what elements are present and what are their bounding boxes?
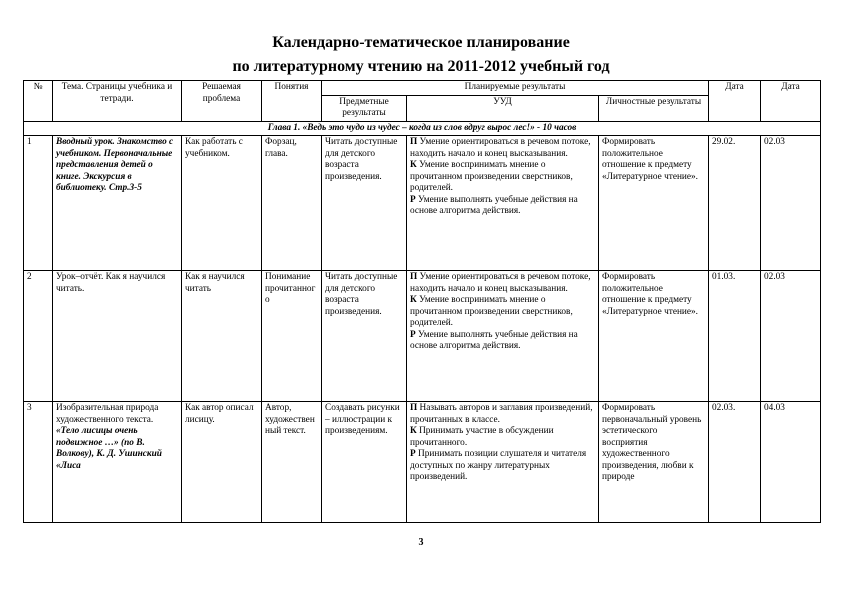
row-date2: 04.03 — [761, 402, 821, 523]
row-problem: Как работать с учебником. — [182, 136, 262, 271]
row-topic — [53, 402, 182, 523]
row-topic-italic: «Тело лисицы очень подвижное …» (по В. Волкову), К. Д. Ушинский «Лиса — [56, 426, 162, 471]
table-header-row — [24, 81, 821, 96]
row-topic: Вводный урок. Знакомство с учебником. Первоначальные представления детей о книге. Экскурсия в библиотеку. Стр.3-5 — [53, 136, 182, 271]
table-row — [24, 136, 821, 271]
row-concepts: Форзац, глава. — [262, 136, 322, 271]
col-header-topic: Тема. Страницы учебника и тетради. — [53, 81, 182, 122]
uud-item: К Принимать участие в обсуждении прочитанного. — [410, 426, 554, 448]
row-uud — [407, 402, 599, 523]
page-title: Календарно-тематическое планирование — [272, 34, 570, 51]
col-header-problem: Решаемая проблема — [182, 81, 262, 122]
planning-table — [23, 80, 821, 523]
row-date1: 01.03. — [709, 271, 761, 402]
col-header-concepts: Понятия — [262, 81, 322, 122]
row-subject-results: Читать доступные для детского возраста произведения. — [322, 271, 407, 402]
row-subject-results: Создавать рисунки – иллюстрации к произведениям. — [322, 402, 407, 523]
table-row — [24, 271, 821, 402]
row-personal-results: Формировать первоначальный уровень эстетического восприятия художественного произведения, любви к природе — [599, 402, 709, 523]
row-problem: Как автор описал лисицу. — [182, 402, 262, 523]
row-num: 3 — [24, 402, 53, 523]
uud-item: Р Принимать позиции слушателя и читателя доступных по жанру литературных произведений. — [410, 449, 587, 482]
col-header-personal: Личностные результаты — [599, 95, 709, 121]
uud-item: К Умение воспринимать мнение о прочитанном произведении сверстников, родителей. — [410, 160, 573, 193]
row-subject-results: Читать доступные для детского возраста произведения. — [322, 136, 407, 271]
col-header-planned-results: Планируемые результаты — [322, 81, 709, 96]
row-uud — [407, 271, 599, 402]
row-personal-results: Формировать положительное отношение к предмету «Литературное чтение». — [599, 271, 709, 402]
row-date1: 29.02. — [709, 136, 761, 271]
uud-item: Р Умение выполнять учебные действия на основе алгоритма действия. — [410, 194, 578, 216]
row-personal-results: Формировать положительное отношение к предмету «Литературное чтение». — [599, 136, 709, 271]
row-problem: Как я научился читать — [182, 271, 262, 402]
row-concepts: Понимание прочитанного — [262, 271, 322, 402]
col-header-uud: УУД — [407, 95, 599, 121]
row-topic: Урок–отчёт. Как я научился читать. — [53, 271, 182, 402]
col-header-subject: Предметные результаты — [322, 95, 407, 121]
uud-item: П Называть авторов и заглавия произведений, прочитанных в классе. — [410, 403, 593, 425]
row-uud — [407, 136, 599, 271]
col-header-date1: Дата — [709, 81, 761, 122]
uud-item: К Умение воспринимать мнение о прочитанном произведении сверстников, родителей. — [410, 295, 573, 328]
page-subtitle: по литературному чтению на 2011-2012 учебный год — [232, 58, 610, 75]
uud-item: Р Умение выполнять учебные действия на основе алгоритма действия. — [410, 329, 578, 351]
chapter-title: Глава 1. «Ведь это чудо из чудес – когда из слов вдруг вырос лес!» - 10 часов — [24, 121, 821, 136]
uud-item: П Умение ориентироваться в речевом потоке, находить начало и конец высказывания. — [410, 137, 591, 159]
row-topic-plain: Изобразительная природа художественного текста. — [56, 403, 159, 425]
row-num: 2 — [24, 271, 53, 402]
row-date2: 02.03 — [761, 136, 821, 271]
chapter-row — [24, 121, 821, 136]
col-header-num: № — [24, 81, 53, 122]
table-row — [24, 402, 821, 523]
row-num: 1 — [24, 136, 53, 271]
row-concepts: Автор, художественный текст. — [262, 402, 322, 523]
row-date1: 02.03. — [709, 402, 761, 523]
col-header-date2: Дата — [761, 81, 821, 122]
row-date2: 02.03 — [761, 271, 821, 402]
page-number: 3 — [418, 537, 424, 548]
uud-item: П Умение ориентироваться в речевом потоке, находить начало и конец высказывания. — [410, 272, 591, 294]
